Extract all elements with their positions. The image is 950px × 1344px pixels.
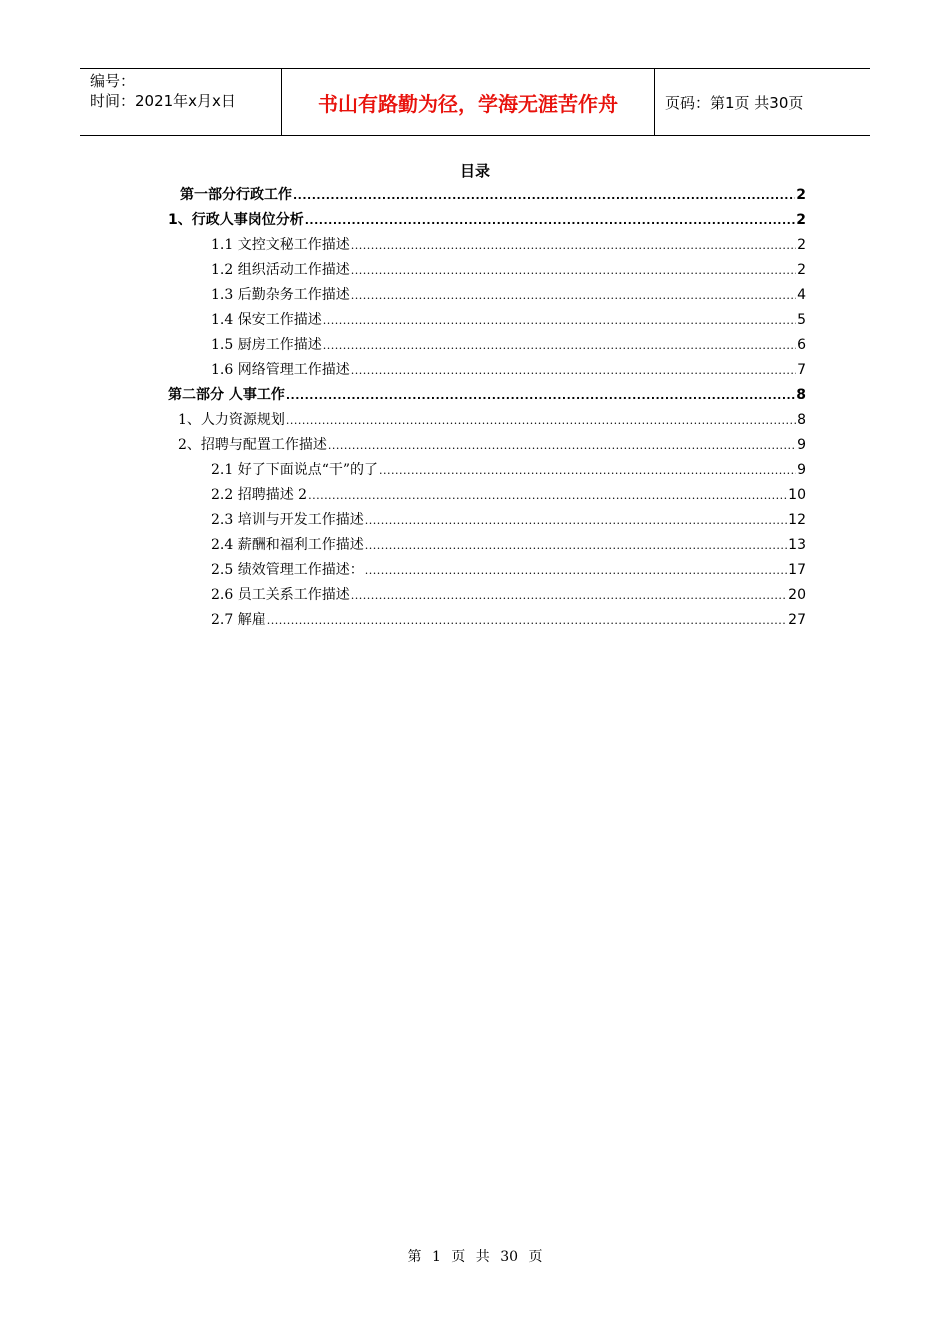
toc-entry-page: 17: [788, 562, 806, 578]
toc-entry-text: 1.3 后勤杂务工作描述: [211, 287, 350, 303]
header-motto-cell: [282, 69, 655, 135]
page-header: [80, 68, 870, 136]
toc-entry-page: 9: [797, 462, 806, 478]
toc-entry-text: 2.6 员工关系工作描述: [211, 587, 350, 603]
toc-entry-text: 1、人力资源规划: [178, 412, 285, 428]
toc-entry-page: 2: [796, 212, 806, 228]
toc-entry[interactable]: [211, 308, 806, 332]
toc-entry-page: 2: [797, 237, 806, 253]
toc-leader-dots: [286, 409, 796, 432]
toc-entry-text: 1.6 网络管理工作描述: [211, 362, 350, 378]
toc-entry[interactable]: [178, 433, 806, 457]
toc-entry-page: 27: [788, 612, 806, 628]
header-page-info-cell: [655, 69, 870, 135]
document-time-label: 时间：2021年x月x日: [90, 92, 236, 110]
toc-leader-dots: [351, 359, 796, 382]
toc-leader-dots: [328, 434, 796, 457]
toc-entry-page: 10: [788, 487, 806, 503]
toc-leader-dots: [267, 609, 787, 632]
toc-entry-page: 4: [797, 287, 806, 303]
toc-entry[interactable]: [178, 408, 806, 432]
toc-entry-page: 6: [797, 337, 806, 353]
toc-title: 目录: [459, 162, 490, 180]
header-motto: 书山有路勤为径，学海无涯苦作舟: [318, 91, 618, 116]
toc-entry[interactable]: [211, 583, 806, 607]
toc-entry[interactable]: [211, 458, 806, 482]
toc-entry[interactable]: [211, 558, 806, 582]
toc-leader-dots: [351, 259, 796, 282]
toc-entry-text: 2.5 绩效管理工作描述：: [211, 562, 364, 578]
toc-entry-page: 2: [797, 262, 806, 278]
toc-entry-page: 20: [788, 587, 806, 603]
toc-entry[interactable]: [211, 233, 806, 257]
toc-entry[interactable]: [211, 283, 806, 307]
toc-entry[interactable]: [211, 333, 806, 357]
toc-entry-text: 第二部分 人事工作: [168, 387, 285, 403]
toc-entry[interactable]: [211, 358, 806, 382]
toc-leader-dots: [323, 334, 796, 357]
toc-leader-dots: [379, 459, 796, 482]
toc-entry[interactable]: [211, 483, 806, 507]
header-meta: [80, 69, 282, 135]
toc-entry-page: 8: [796, 387, 806, 403]
toc-entry-page: 5: [797, 312, 806, 328]
toc-entry-text: 2.7 解雇: [211, 612, 266, 628]
toc-entry[interactable]: [211, 508, 806, 532]
toc-entry-page: 12: [788, 512, 806, 528]
toc-entry-text: 2、招聘与配置工作描述: [178, 437, 327, 453]
toc-leader-dots: [365, 509, 787, 532]
toc-entry-page: 2: [796, 187, 806, 203]
toc-entry-page: 7: [797, 362, 806, 378]
toc-leader-dots: [323, 309, 796, 332]
toc-leader-dots: [365, 534, 787, 557]
toc-leader-dots: [305, 209, 796, 232]
toc-entry[interactable]: [211, 258, 806, 282]
toc-entry-text: 2.2 招聘描述 2: [211, 487, 308, 503]
toc-entry-text: 1.2 组织活动工作描述: [211, 262, 350, 278]
toc-leader-dots: [351, 584, 787, 607]
page-footer: 第 1 页 共 30 页: [407, 1249, 543, 1265]
toc-leader-dots: [365, 559, 787, 582]
toc-entry-page: 8: [797, 412, 806, 428]
toc-entry-text: 2.4 薪酬和福利工作描述: [211, 537, 364, 553]
toc-entry[interactable]: [211, 608, 806, 632]
toc-entry-page: 9: [797, 437, 806, 453]
header-page-info: 页码：第1页 共30页: [665, 93, 804, 112]
toc-leader-dots: [351, 284, 796, 307]
toc-entry-text: 1.5 厨房工作描述: [211, 337, 322, 353]
toc-entry[interactable]: [211, 533, 806, 557]
toc-leader-dots: [293, 184, 795, 207]
toc-entry-text: 第一部分行政工作: [180, 187, 292, 203]
toc-entry-text: 1、行政人事岗位分析: [168, 212, 304, 228]
toc-entry-text: 2.1 好了下面说点“干”的了: [211, 462, 379, 478]
toc-entry[interactable]: [180, 183, 806, 207]
toc-leader-dots: [286, 384, 795, 407]
toc-leader-dots: [351, 234, 796, 257]
toc-entry-text: 1.1 文控文秘工作描述: [211, 237, 350, 253]
toc-entry[interactable]: [168, 383, 806, 407]
toc-entry[interactable]: [168, 208, 806, 232]
toc-leader-dots: [308, 484, 787, 507]
toc-entry-text: 2.3 培训与开发工作描述: [211, 512, 364, 528]
toc-entry-text: 1.4 保安工作描述: [211, 312, 322, 328]
toc-entry-page: 13: [788, 537, 806, 553]
document-code-label: 编号：: [90, 72, 136, 90]
